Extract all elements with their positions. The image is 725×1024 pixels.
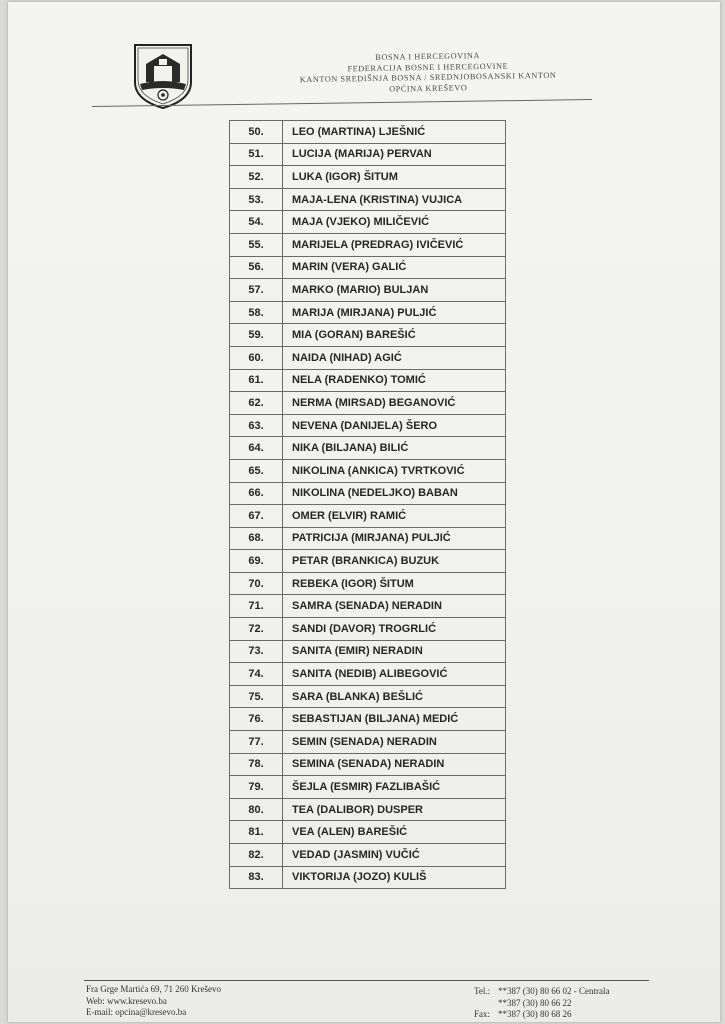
row-number: 66. (230, 482, 283, 505)
row-number: 74. (230, 663, 283, 686)
footer-tel-row-2 (474, 998, 609, 1010)
header-line-country: BOSNA I HERCEGOVINA (375, 51, 481, 62)
row-name: SEBASTIJAN (BILJANA) MEDIĆ (283, 708, 506, 731)
row-name: LUCIJA (MARIJA) PERVAN (283, 143, 506, 166)
row-number: 67. (230, 505, 283, 528)
row-name: SANDI (DAVOR) TROGRLIĆ (283, 618, 506, 641)
footer-contact-left (86, 984, 221, 1019)
table-row (230, 369, 506, 392)
footer-address: Fra Grge Martića 69, 71 260 Kreševo (86, 984, 222, 994)
roster-table (229, 120, 506, 889)
row-number: 79. (230, 776, 283, 799)
row-name: MAJA-LENA (KRISTINA) VUJICA (283, 188, 506, 211)
row-number: 60. (230, 346, 283, 369)
footer-web: Web: www.kresevo.ba (86, 995, 167, 1006)
table-row (230, 663, 506, 686)
row-name: MARIN (VERA) GALIĆ (283, 256, 506, 279)
row-number: 78. (230, 753, 283, 776)
row-number: 75. (230, 685, 283, 708)
footer-tel-1: **387 (30) 80 66 02 - Centrala (498, 986, 610, 996)
table-row (230, 505, 506, 528)
row-number: 80. (230, 798, 283, 821)
row-number: 62. (230, 392, 283, 415)
table-row (230, 527, 506, 550)
row-name: SANITA (EMIR) NERADIN (283, 640, 506, 663)
row-number: 63. (230, 414, 283, 437)
institution-header (258, 49, 599, 97)
table-row (230, 844, 506, 867)
row-number: 73. (230, 640, 283, 663)
table-row (230, 753, 506, 776)
table-row (230, 256, 506, 279)
footer-email: E-mail: opcina@kresevo.ba (86, 1007, 187, 1017)
header-line-federation: FEDERACIJA BOSNE I HERCEGOVINE (347, 61, 509, 73)
row-name: SEMINA (SENADA) NERADIN (283, 753, 506, 776)
row-name: MAJA (VJEKO) MILIČEVIĆ (283, 211, 506, 234)
row-number: 56. (230, 256, 283, 279)
row-name: PETAR (BRANKICA) BUZUK (283, 550, 506, 573)
row-name: SARA (BLANKA) BEŠLIĆ (283, 685, 506, 708)
header-line-canton: KANTON SREDIŠNJA BOSNA / SREDNJOBOSANSKI KANTON (299, 70, 557, 85)
row-name: SAMRA (SENADA) NERADIN (283, 595, 506, 618)
row-name: SEMIN (SENADA) NERADIN (283, 731, 506, 754)
row-number: 58. (230, 301, 283, 324)
municipality-crest-icon (132, 42, 194, 110)
row-number: 50. (230, 121, 283, 144)
row-name: NIKOLINA (NEDELJKO) BABAN (283, 482, 506, 505)
roster-table-body (230, 121, 506, 889)
table-row (230, 550, 506, 573)
row-name: TEA (DALIBOR) DUSPER (283, 798, 506, 821)
table-row (230, 595, 506, 618)
table-row (230, 572, 506, 595)
row-name: PATRICIJA (MIRJANA) PULJIĆ (283, 527, 506, 550)
table-row (230, 279, 506, 302)
footer-fax-row (474, 1009, 609, 1021)
table-row (230, 618, 506, 641)
row-number: 82. (230, 844, 283, 867)
row-name: NEVENA (DANIJELA) ŠERO (283, 414, 506, 437)
row-name: SANITA (NEDIB) ALIBEGOVIĆ (283, 663, 506, 686)
table-row (230, 301, 506, 324)
table-row (230, 731, 506, 754)
footer-divider (84, 980, 649, 981)
row-number: 71. (230, 595, 283, 618)
table-row (230, 392, 506, 415)
footer-fax: **387 (30) 80 68 26 (498, 1009, 572, 1019)
row-number: 65. (230, 459, 283, 482)
row-name: OMER (ELVIR) RAMIĆ (283, 505, 506, 528)
header-line-municipality: OPĆINA KREŠEVO (389, 82, 468, 94)
row-name: MARKO (MARIO) BULJAN (283, 279, 506, 302)
document-page (8, 2, 720, 1022)
table-row (230, 821, 506, 844)
row-name: MARIJA (MIRJANA) PULJIĆ (283, 301, 506, 324)
table-row (230, 482, 506, 505)
table-row (230, 324, 506, 347)
row-number: 61. (230, 369, 283, 392)
row-number: 52. (230, 166, 283, 189)
row-name: MIA (GORAN) BAREŠIĆ (283, 324, 506, 347)
row-number: 55. (230, 233, 283, 256)
footer-tel-row (474, 986, 609, 998)
row-number: 83. (230, 866, 283, 889)
table-row (230, 211, 506, 234)
row-number: 70. (230, 572, 283, 595)
footer-tel-2: **387 (30) 80 66 22 (498, 997, 572, 1008)
row-name: MARIJELA (PREDRAG) IVIČEVIĆ (283, 233, 506, 256)
row-name: VIKTORIJA (JOZO) KULIŠ (283, 866, 506, 889)
row-name: NELA (RADENKO) TOMIĆ (283, 369, 506, 392)
footer-contact-right (474, 986, 609, 1021)
table-row (230, 437, 506, 460)
row-number: 77. (230, 731, 283, 754)
row-number: 69. (230, 550, 283, 573)
row-number: 68. (230, 527, 283, 550)
table-row (230, 708, 506, 731)
table-row (230, 798, 506, 821)
table-row (230, 121, 506, 144)
footer-fax-label: Fax: (474, 1009, 491, 1019)
row-number: 72. (230, 618, 283, 641)
row-number: 51. (230, 143, 283, 166)
row-name: NAIDA (NIHAD) AGIĆ (283, 346, 506, 369)
row-name: ŠEJLA (ESMIR) FAZLIBAŠIĆ (283, 776, 506, 799)
table-row (230, 866, 506, 889)
row-number: 54. (230, 211, 283, 234)
row-name: NERMA (MIRSAD) BEGANOVIĆ (283, 392, 506, 415)
table-row (230, 685, 506, 708)
row-name: NIKOLINA (ANKICA) TVRTKOVIĆ (283, 459, 506, 482)
row-number: 81. (230, 821, 283, 844)
table-row (230, 143, 506, 166)
row-number: 57. (230, 279, 283, 302)
row-name: VEDAD (JASMIN) VUČIĆ (283, 844, 506, 867)
table-row (230, 188, 506, 211)
row-name: LUKA (IGOR) ŠITUM (283, 166, 506, 189)
row-name: VEA (ALEN) BAREŠIĆ (283, 821, 506, 844)
row-number: 64. (230, 437, 283, 460)
row-number: 53. (230, 188, 283, 211)
table-row (230, 166, 506, 189)
table-row (230, 640, 506, 663)
row-name: NIKA (BILJANA) BILIĆ (283, 437, 506, 460)
row-number: 76. (230, 708, 283, 731)
table-row (230, 346, 506, 369)
table-row (230, 414, 506, 437)
table-row (230, 459, 506, 482)
footer-tel-label: Tel.: (474, 986, 491, 996)
row-number: 59. (230, 324, 283, 347)
row-name: LEO (MARTINA) LJEŠNIĆ (283, 121, 506, 144)
table-row (230, 233, 506, 256)
row-name: REBEKA (IGOR) ŠITUM (283, 572, 506, 595)
table-row (230, 776, 506, 799)
